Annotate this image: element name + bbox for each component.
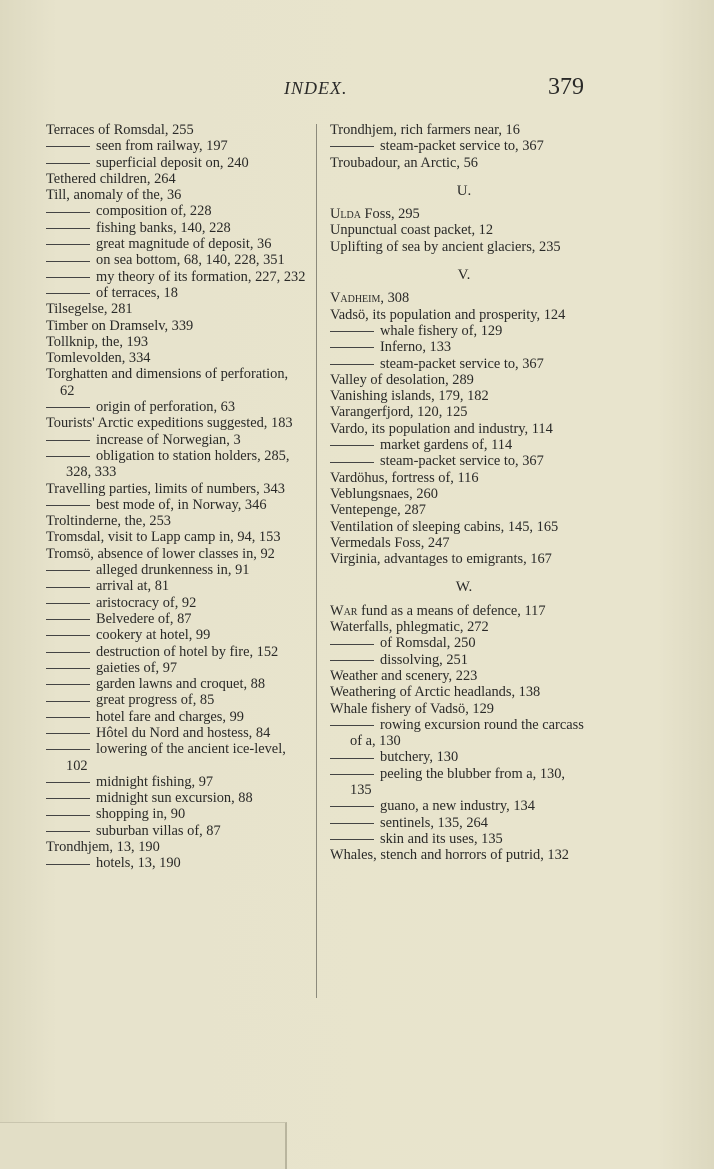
index-entry xyxy=(330,421,588,437)
entry-text: Vadsö, its population and prosperity, 124 xyxy=(330,306,566,323)
page-number: 379 xyxy=(548,74,584,100)
repeat-dash xyxy=(46,701,90,702)
repeat-dash xyxy=(330,660,374,661)
subentry-text: Hôtel du Nord and hostess, 84 xyxy=(96,724,271,741)
entry-text: , 308 xyxy=(380,290,410,307)
subentry-text: hotel fare and charges, 99 xyxy=(96,708,244,725)
subentry-text: aristocracy of, 92 xyxy=(96,594,197,611)
index-subentry xyxy=(46,578,306,594)
repeat-dash xyxy=(330,839,374,840)
entry-text: Whale fishery of Vadsö, 129 xyxy=(330,700,494,717)
index-entry xyxy=(46,546,306,562)
index-subentry xyxy=(46,285,306,301)
subentry-text: rowing excursion round the carcass of a, 130 xyxy=(350,716,584,750)
entry-text: Travelling parties, limits of numbers, 343 xyxy=(46,480,285,497)
repeat-dash xyxy=(46,261,90,262)
subentry-text: midnight sun excursion, 88 xyxy=(96,790,253,807)
entry-text: Unpunctual coast packet, 12 xyxy=(330,222,494,239)
repeat-dash xyxy=(330,644,374,645)
entry-text: Uplifting of sea by ancient glaciers, 235 xyxy=(330,238,561,255)
subentry-text: destruction of hotel by fire, 152 xyxy=(96,643,279,660)
repeat-dash xyxy=(46,668,90,669)
index-subentry xyxy=(330,339,588,355)
repeat-dash xyxy=(46,407,90,408)
subentry-text: great progress of, 85 xyxy=(96,692,215,709)
index-entry xyxy=(46,318,306,334)
subentry-text: Inferno, 133 xyxy=(380,339,452,356)
subentry-text: butchery, 130 xyxy=(380,749,459,766)
repeat-dash xyxy=(46,244,90,245)
entry-text: Terraces of Romsdal, 255 xyxy=(46,122,194,138)
index-entry xyxy=(330,290,588,306)
index-subentry xyxy=(46,611,306,627)
index-subentry xyxy=(46,692,306,708)
entry-text: Trondhjem, 13, 190 xyxy=(46,839,160,856)
column-divider xyxy=(316,124,317,998)
subentry-text: dissolving, 251 xyxy=(380,651,468,668)
repeat-dash xyxy=(330,347,374,348)
repeat-dash xyxy=(46,815,90,816)
subentry-text: my theory of its formation, 227, 232 xyxy=(96,268,306,285)
subentry-text: fishing banks, 140, 228 xyxy=(96,219,231,236)
subentry-text: arrival at, 81 xyxy=(96,578,170,595)
index-subentry xyxy=(46,806,306,822)
subentry-text: obligation to station holders, 285, 328, 333 xyxy=(66,447,290,481)
index-subentry xyxy=(46,660,306,676)
entry-text: fund as a means of defence, 117 xyxy=(357,602,546,619)
entry-smallcaps: Vadheim xyxy=(330,290,381,307)
subentry-text: composition of, 228 xyxy=(96,203,212,220)
index-entry xyxy=(330,307,588,323)
index-entry xyxy=(330,470,588,486)
index-subentry xyxy=(46,252,306,268)
index-subentry xyxy=(330,766,588,799)
entry-text: Ventepenge, 287 xyxy=(330,502,426,519)
repeat-dash xyxy=(46,163,90,164)
index-entry xyxy=(330,847,588,863)
repeat-dash xyxy=(330,725,374,726)
subentry-text: great magnitude of deposit, 36 xyxy=(96,236,272,253)
repeat-dash xyxy=(46,228,90,229)
entry-text: Ventilation of sleeping cabins, 145, 165 xyxy=(330,518,559,535)
entry-text: Weather and scenery, 223 xyxy=(330,667,478,684)
index-entry xyxy=(330,535,588,551)
index-entry xyxy=(46,481,306,497)
repeat-dash xyxy=(46,146,90,147)
subentry-text: guano, a new industry, 134 xyxy=(380,798,535,815)
entry-text: Tromsö, absence of lower classes in, 92 xyxy=(46,545,275,562)
subentry-text: shopping in, 90 xyxy=(96,806,186,823)
entry-text: Vermedals Foss, 247 xyxy=(330,534,450,551)
index-subentry xyxy=(46,855,306,871)
index-subentry xyxy=(330,635,588,651)
repeat-dash xyxy=(46,603,90,604)
index-entry xyxy=(330,701,588,717)
repeat-dash xyxy=(46,570,90,571)
repeat-dash xyxy=(46,440,90,441)
subentry-text: hotels, 13, 190 xyxy=(96,855,181,872)
subentry-text: gaieties of, 97 xyxy=(96,659,178,676)
index-subentry xyxy=(46,203,306,219)
index-subentry xyxy=(330,831,588,847)
index-entry xyxy=(46,122,306,138)
repeat-dash xyxy=(46,749,90,750)
index-subentry xyxy=(330,437,588,453)
index-entry xyxy=(330,222,588,238)
index-entry xyxy=(330,388,588,404)
entry-text: Timber on Dramselv, 339 xyxy=(46,317,194,334)
entry-text: Valley of desolation, 289 xyxy=(330,371,474,388)
repeat-dash xyxy=(46,635,90,636)
index-entry xyxy=(330,404,588,420)
subentry-text: peeling the blubber from a, 130, 135 xyxy=(350,765,566,798)
subentry-text: steam-packet service to, 367 xyxy=(380,355,544,372)
index-subentry xyxy=(46,741,306,774)
index-subentry xyxy=(46,790,306,806)
index-entry xyxy=(46,415,306,431)
repeat-dash xyxy=(46,717,90,718)
index-subentry xyxy=(330,749,588,765)
index-entry xyxy=(330,486,588,502)
repeat-dash xyxy=(46,782,90,783)
index-column-right xyxy=(330,122,588,863)
section-letter: W. xyxy=(455,579,473,596)
repeat-dash xyxy=(330,462,374,463)
index-entry xyxy=(46,171,306,187)
entry-text: Trondhjem, rich farmers near, 16 xyxy=(330,122,520,138)
entry-text: Tollknip, the, 193 xyxy=(46,333,149,350)
index-entry xyxy=(330,372,588,388)
index-entry xyxy=(330,551,588,567)
repeat-dash xyxy=(46,505,90,506)
running-title: INDEX. xyxy=(284,78,348,98)
subentry-text: lowering of the ancient ice-level, 102 xyxy=(66,741,286,774)
entry-text: Tomlevolden, 334 xyxy=(46,350,151,367)
subentry-text: steam-packet service to, 367 xyxy=(380,138,544,155)
subentry-text: sentinels, 135, 264 xyxy=(380,814,488,831)
index-subentry xyxy=(46,155,306,171)
index-subentry xyxy=(330,323,588,339)
subentry-text: of terraces, 18 xyxy=(96,284,178,301)
index-subentry xyxy=(46,595,306,611)
repeat-dash xyxy=(46,212,90,213)
index-subentry xyxy=(330,815,588,831)
entry-text: Torghatten and dimensions of perforation, 62 xyxy=(46,366,289,399)
repeat-dash xyxy=(46,619,90,620)
index-subentry xyxy=(330,356,588,372)
repeat-dash xyxy=(330,331,374,332)
index-subentry xyxy=(330,798,588,814)
repeat-dash xyxy=(46,456,90,457)
repeat-dash xyxy=(330,774,374,775)
index-entry xyxy=(330,619,588,635)
section-letter: V. xyxy=(457,267,471,284)
subentry-text: skin and its uses, 135 xyxy=(380,830,503,847)
index-subentry xyxy=(46,220,306,236)
index-column-left xyxy=(46,122,306,872)
subentry-text: on sea bottom, 68, 140, 228, 351 xyxy=(96,252,285,269)
subentry-text: alleged drunkenness in, 91 xyxy=(96,562,250,579)
page-edge-mark xyxy=(0,1122,287,1169)
subentry-text: of Romsdal, 250 xyxy=(380,635,476,652)
index-subentry xyxy=(46,676,306,692)
index-entry xyxy=(46,529,306,545)
subentry-text: suburban villas of, 87 xyxy=(96,822,221,839)
index-entry xyxy=(330,122,588,138)
index-entry xyxy=(330,239,588,255)
index-subentry xyxy=(46,644,306,660)
index-subentry xyxy=(46,138,306,154)
repeat-dash xyxy=(330,758,374,759)
entry-smallcaps: War xyxy=(330,602,358,619)
page-header xyxy=(0,74,714,104)
subentry-text: best mode of, in Norway, 346 xyxy=(96,496,267,513)
index-entry xyxy=(46,366,306,399)
entry-text: Foss, 295 xyxy=(360,206,420,223)
index-entry xyxy=(46,301,306,317)
index-subentry xyxy=(46,627,306,643)
entry-smallcaps: Ulda xyxy=(330,206,361,223)
index-subentry xyxy=(46,823,306,839)
subentry-text: midnight fishing, 97 xyxy=(96,773,214,790)
entry-text: Tromsdal, visit to Lapp camp in, 94, 153 xyxy=(46,529,281,546)
entry-text: Virginia, advantages to emigrants, 167 xyxy=(330,551,552,568)
entry-text: Vanishing islands, 179, 182 xyxy=(330,388,489,405)
index-subentry xyxy=(46,448,306,481)
subentry-text: whale fishery of, 129 xyxy=(380,322,503,339)
index-subentry xyxy=(46,774,306,790)
subentry-text: Belvedere of, 87 xyxy=(96,610,192,627)
repeat-dash xyxy=(46,587,90,588)
entry-text: Troubadour, an Arctic, 56 xyxy=(330,154,478,171)
index-entry xyxy=(46,350,306,366)
index-subentry xyxy=(330,138,588,154)
index-entry xyxy=(46,334,306,350)
section-letter: U. xyxy=(456,182,472,199)
entry-text: Veblungsnaes, 260 xyxy=(330,485,438,502)
index-subentry xyxy=(46,432,306,448)
index-subentry xyxy=(46,562,306,578)
subentry-text: cookery at hotel, 99 xyxy=(96,627,211,644)
repeat-dash xyxy=(46,293,90,294)
repeat-dash xyxy=(46,798,90,799)
subentry-text: market gardens of, 114 xyxy=(380,437,513,454)
index-entry xyxy=(46,839,306,855)
index-entry xyxy=(46,187,306,203)
index-subentry xyxy=(330,717,588,750)
entry-text: Waterfalls, phlegmatic, 272 xyxy=(330,619,489,636)
entry-text: Vardo, its population and industry, 114 xyxy=(330,420,553,437)
entry-text: Tilsegelse, 281 xyxy=(46,301,133,318)
subentry-text: superficial deposit on, 240 xyxy=(96,154,249,171)
index-entry xyxy=(330,502,588,518)
index-entry xyxy=(330,206,588,222)
index-subentry xyxy=(46,269,306,285)
index-entry xyxy=(330,668,588,684)
repeat-dash xyxy=(46,652,90,653)
index-subentry xyxy=(46,725,306,741)
repeat-dash xyxy=(330,823,374,824)
index-subentry xyxy=(330,652,588,668)
subentry-text: garden lawns and croquet, 88 xyxy=(96,676,266,693)
subentry-text: steam-packet service to, 367 xyxy=(380,453,544,470)
repeat-dash xyxy=(330,445,374,446)
entry-text: Weathering of Arctic headlands, 138 xyxy=(330,684,541,701)
repeat-dash xyxy=(330,806,374,807)
repeat-dash xyxy=(46,277,90,278)
repeat-dash xyxy=(330,146,374,147)
subentry-text: origin of perforation, 63 xyxy=(96,399,236,416)
index-subentry xyxy=(46,497,306,513)
repeat-dash xyxy=(46,864,90,865)
index-entry xyxy=(46,513,306,529)
index-subentry xyxy=(330,453,588,469)
index-subentry xyxy=(46,399,306,415)
repeat-dash xyxy=(46,733,90,734)
subentry-text: increase of Norwegian, 3 xyxy=(96,431,241,448)
index-subentry xyxy=(46,709,306,725)
entry-text: Troltinderne, the, 253 xyxy=(46,513,171,530)
entry-text: Tethered children, 264 xyxy=(46,170,176,187)
entry-text: Varangerfjord, 120, 125 xyxy=(330,404,468,421)
index-entry xyxy=(330,519,588,535)
entry-text: Vardöhus, fortress of, 116 xyxy=(330,469,479,486)
repeat-dash xyxy=(46,684,90,685)
entry-text: Tourists' Arctic expeditions suggested, 183 xyxy=(46,415,293,432)
repeat-dash xyxy=(46,831,90,832)
entry-text: Whales, stench and horrors of putrid, 132 xyxy=(330,847,569,864)
entry-text: Till, anomaly of the, 36 xyxy=(46,187,182,204)
subentry-text: seen from railway, 197 xyxy=(96,138,228,155)
index-subentry xyxy=(46,236,306,252)
repeat-dash xyxy=(330,364,374,365)
index-entry xyxy=(330,603,588,619)
index-entry xyxy=(330,155,588,171)
index-entry xyxy=(330,684,588,700)
